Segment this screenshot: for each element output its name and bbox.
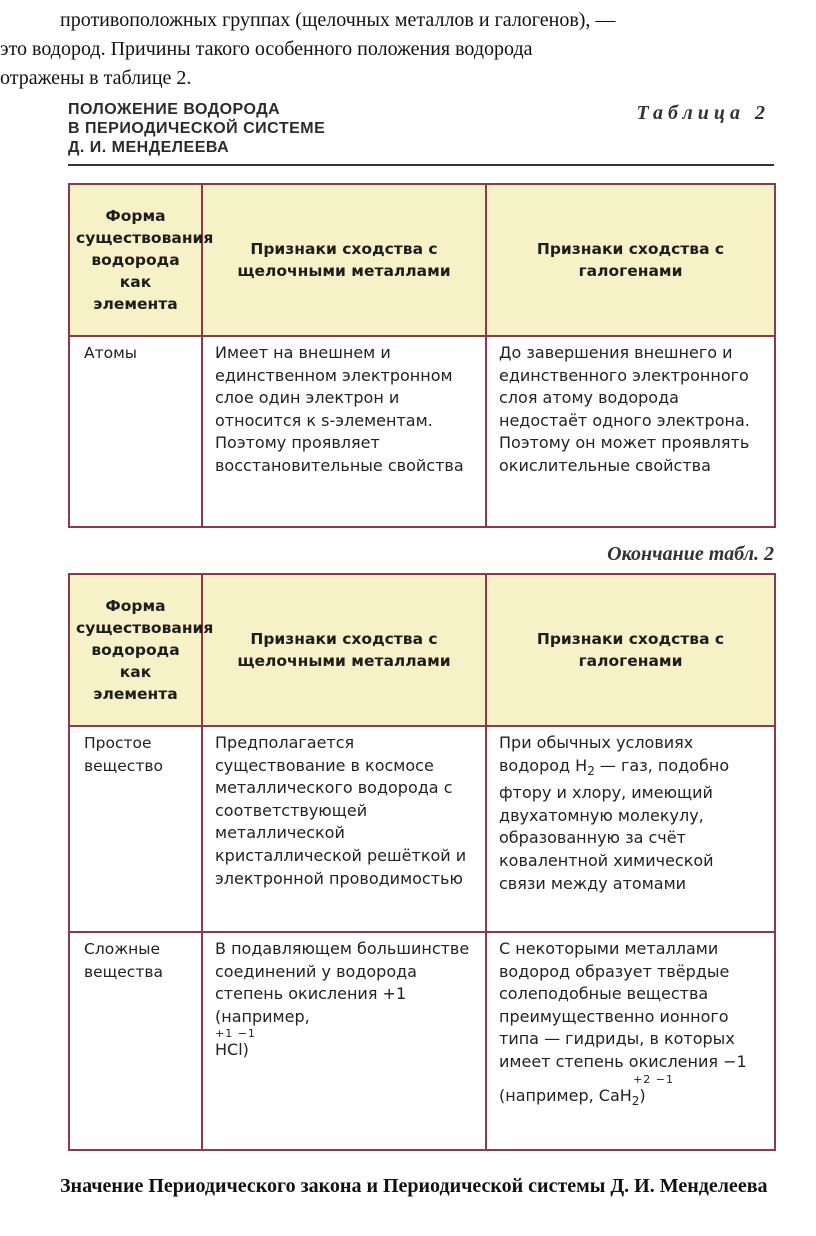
formula-cah2-close: ) [639,1085,646,1105]
section-heading [0,1172,804,1201]
table-title-line-3: Д. И. МЕНДЕЛЕЕВА [68,139,230,156]
complex-alkali-text: В подавляющем большинстве соединений у водорода степень окисления +1 (например, [215,939,470,1026]
continuation-label: Окончание табл. 2 [607,543,774,565]
row-atoms-alkali: Имеет на внешнем и единственном электронном слое один электрон и относится к s-элементам. Поэтому проявляет восстановительные свойства [202,336,486,527]
simple-halogen-text: При обычных условиях водород H [499,733,694,775]
simple-halogen-text-rest: — газ, подобно фтору и хлору, имеющий двухатомную молекулу, образованную за счёт ковалентной химической связи между атомами [499,755,730,893]
intro-line-1: противоположных группах (щелочных металлов и галогенов), — [60,9,616,31]
table-title-line-1: ПОЛОЖЕНИЕ ВОДОРОДА [68,101,281,118]
header-halogen: Признаки сходства с галогенами [486,574,775,726]
row-atoms-form: Атомы [69,336,202,527]
table-row [69,336,775,527]
row-complex-halogen [486,932,775,1150]
intro-paragraph [0,6,790,93]
oxidation-states-cah2: +2 −1 [633,1072,674,1086]
header-alkali: Признаки сходства с щелочными металлами [202,184,486,336]
oxidation-states-hcl: +1 −1 [215,1027,256,1041]
header-halogen: Признаки сходства с галогенами [486,184,775,336]
formula-cah2: (например, CaH [499,1085,632,1105]
row-atoms-halogen: До завершения внешнего и единственного электронного слоя атому водорода недостаёт одного электрона. Поэтому он может проявлять окислительные свойства [486,336,775,527]
header-row [69,184,775,336]
formula-hcl: HCl) [215,1040,249,1060]
subscript-2: 2 [587,763,595,778]
table-part-1 [68,183,776,528]
header-alkali: Признаки сходства с щелочными металлами [202,574,486,726]
row-simple-form: Простое вещество [69,726,202,932]
row-complex-alkali [202,932,486,1150]
header-form: Форма существования водорода как элемента [69,184,202,336]
table-row [69,726,775,932]
row-simple-halogen [486,726,775,932]
table-title-line-2: В ПЕРИОДИЧЕСКОЙ СИСТЕМЕ [68,120,326,137]
intro-line-2: это водород. Причины такого особенного положения водорода [0,38,533,60]
row-simple-alkali: Предполагается существование в космосе металлического водорода с соответствующей металлической кристаллической решёткой и электронной проводимостью [202,726,486,932]
table-title [68,100,325,157]
header-form: Форма существования водорода как элемента [69,574,202,726]
section-heading-text: Значение Периодического закона и Периодической системы Д. И. Менделеева [60,1175,768,1197]
intro-line-3: отражены в таблице 2. [0,67,192,89]
header-row [69,574,775,726]
complex-halogen-text: С некоторыми металлами водород образует твёрдые солеподобные вещества преимущественно ионного типа — гидриды, в которых имеет степень окисления −1 [499,939,747,1071]
table-heading [68,100,774,166]
table-row [69,932,775,1150]
subscript-2: 2 [631,1093,640,1108]
table-label: Таблица 2 [636,102,770,124]
row-complex-form: Сложные вещества [69,932,202,1150]
table-part-2 [68,573,776,1151]
